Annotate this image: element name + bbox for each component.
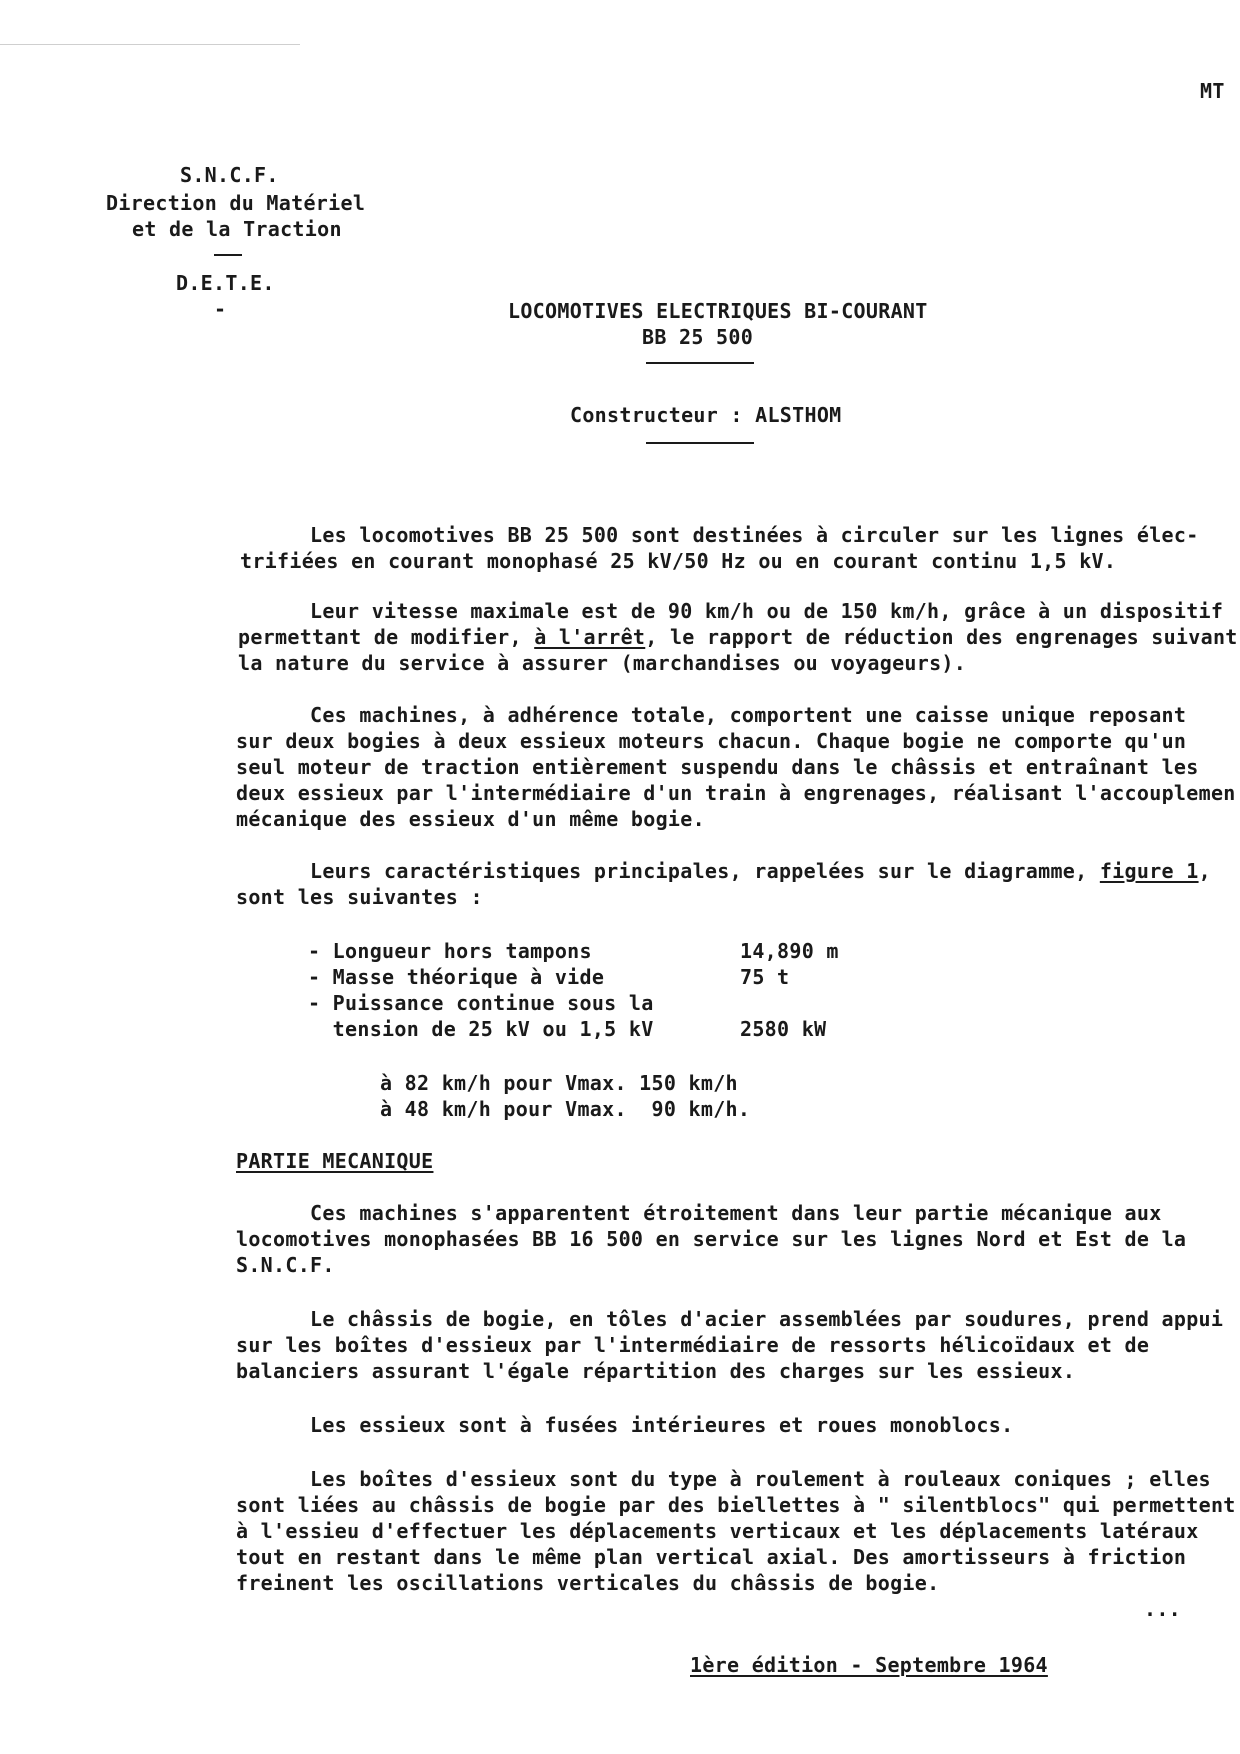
speed-line2: à 48 km/h pour Vmax. 90 km/h. [380, 1097, 751, 1121]
p8-line2: sont liées au châssis de bogie par des biellettes à " silentblocs" qui permettent [236, 1493, 1236, 1517]
p6-line2: sur les boîtes d'essieux par l'intermédiaire de ressorts hélicoïdaux et de [236, 1333, 1150, 1357]
p6-line3: balanciers assurant l'égale répartition des charges sur les essieux. [236, 1359, 1076, 1383]
p3-line4: deux essieux par l'intermédiaire d'un train à engrenages, réalisant l'accouplemen [236, 781, 1236, 805]
spec-value: 75 t [740, 965, 790, 989]
header-dept-dash: - [214, 297, 227, 321]
p6-line1: Le châssis de bogie, en tôles d'acier assemblées par soudures, prend appui [310, 1307, 1224, 1331]
constructor-line: Constructeur : ALSTHOM [570, 403, 842, 427]
continuation-mark: ... [1144, 1597, 1182, 1621]
header-direction-line2: et de la Traction [132, 217, 342, 241]
p1-line2: trifiées en courant monophasé 25 kV/50 Hz ou en courant continu 1,5 kV. [240, 549, 1117, 573]
spec-label: - Longueur hors tampons [308, 939, 592, 963]
p5-line1: Ces machines s'apparentent étroitement dans leur partie mécanique aux [310, 1201, 1162, 1225]
p2-line1: Leur vitesse maximale est de 90 km/h ou de 150 km/h, grâce à un dispositif [310, 599, 1224, 623]
title-rule [646, 362, 754, 364]
header-direction-line1: Direction du Matériel [106, 191, 366, 215]
header-org: S.N.C.F. [180, 163, 279, 187]
p8-line4: tout en restant dans le même plan vertical axial. Des amortisseurs à friction [236, 1545, 1187, 1569]
spec-label: - Puissance continue sous la [308, 991, 654, 1015]
p3-line5: mécanique des essieux d'un même bogie. [236, 807, 705, 831]
title-line2: BB 25 500 [642, 325, 754, 349]
spec-label: - Masse théorique à vide [308, 965, 605, 989]
scan-edge-line [0, 44, 300, 45]
spec-value: 14,890 m [740, 939, 839, 963]
header-rule [214, 254, 242, 256]
section-title: PARTIE MECANIQUE [236, 1149, 434, 1173]
p5-line3: S.N.C.F. [236, 1253, 335, 1277]
speed-line1: à 82 km/h pour Vmax. 150 km/h [380, 1071, 738, 1095]
p8-line1: Les boîtes d'essieux sont du type à roulement à rouleaux coniques ; elles [310, 1467, 1211, 1491]
p2-line3: la nature du service à assurer (marchandises ou voyageurs). [238, 651, 967, 675]
p3-line2: sur deux bogies à deux essieux moteurs chacun. Chaque bogie ne comporte qu'un [236, 729, 1187, 753]
p8-line5: freinent les oscillations verticales du châssis de bogie. [236, 1571, 940, 1595]
spec-label: tension de 25 kV ou 1,5 kV [308, 1017, 654, 1041]
p3-line1: Ces machines, à adhérence totale, comportent une caisse unique reposant [310, 703, 1187, 727]
p8-line3: à l'essieu d'effectuer les déplacements verticaux et les déplacements latéraux [236, 1519, 1199, 1543]
constructor-rule [646, 442, 754, 444]
p5-line2: locomotives monophasées BB 16 500 en service sur les lignes Nord et Est de la [236, 1227, 1187, 1251]
spec-value: 2580 kW [740, 1017, 827, 1041]
corner-code: MT [1200, 79, 1225, 103]
p3-line3: seul moteur de traction entièrement suspendu dans le châssis et entraînant les [236, 755, 1199, 779]
title-line1: LOCOMOTIVES ELECTRIQUES BI-COURANT [508, 299, 928, 323]
p7-line1: Les essieux sont à fusées intérieures et roues monoblocs. [310, 1413, 1014, 1437]
p4-line1: Leurs caractéristiques principales, rappelées sur le diagramme, figure 1, [310, 859, 1211, 883]
header-dept: D.E.T.E. [176, 271, 275, 295]
p2-line2: permettant de modifier, à l'arrêt, le rapport de réduction des engrenages suivant [238, 625, 1238, 649]
edition-footer: 1ère édition - Septembre 1964 [690, 1653, 1048, 1677]
p1-line1: Les locomotives BB 25 500 sont destinées à circuler sur les lignes élec- [310, 523, 1199, 547]
p4-line2: sont les suivantes : [236, 885, 483, 909]
